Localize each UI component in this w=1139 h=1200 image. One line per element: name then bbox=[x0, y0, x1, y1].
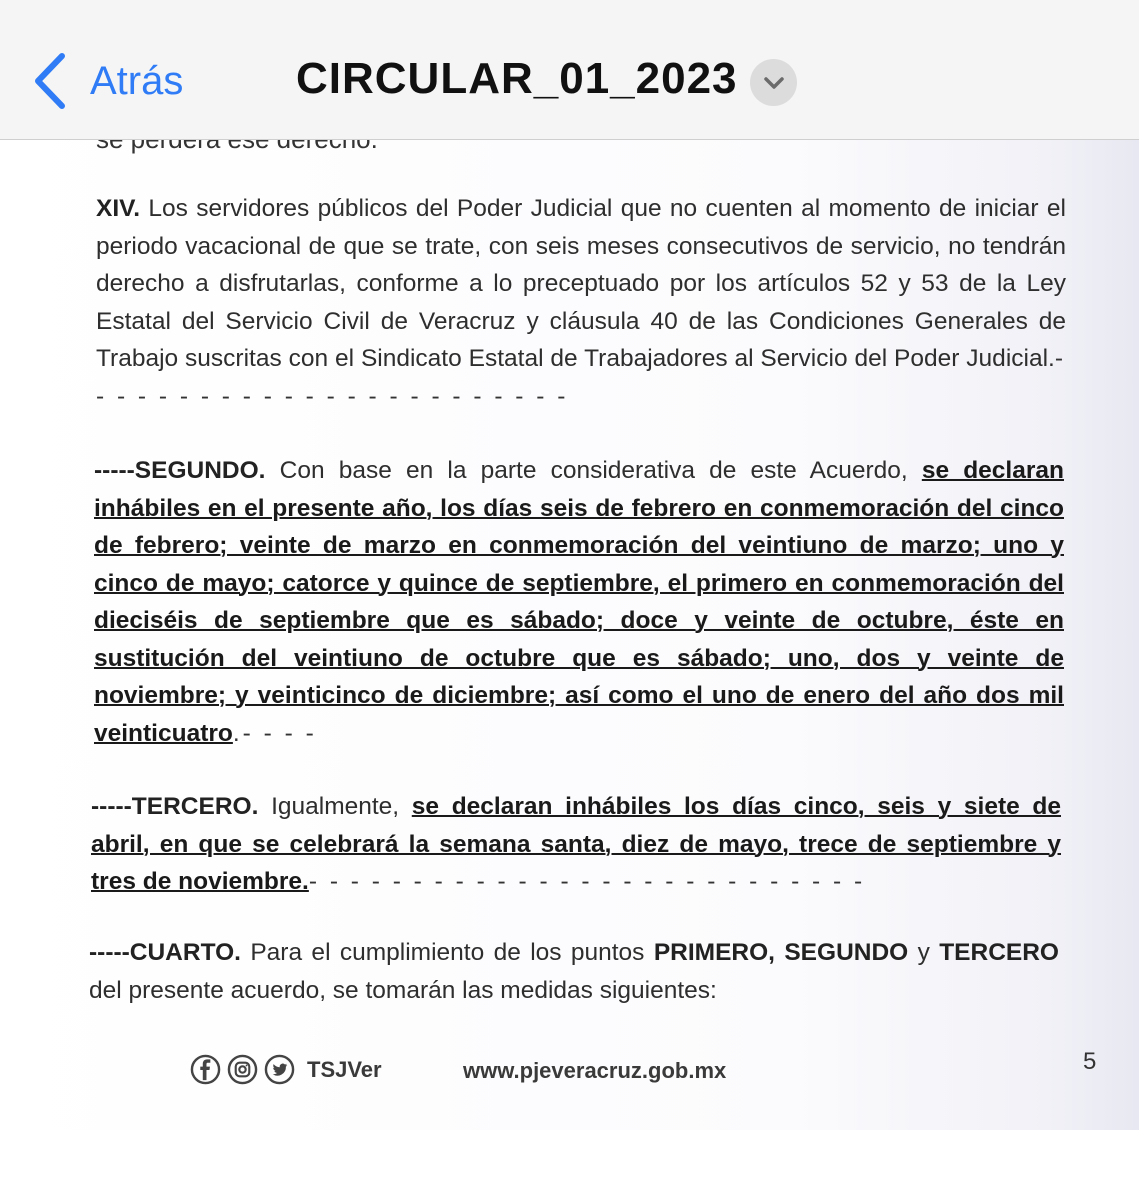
footer-social bbox=[190, 1054, 382, 1085]
paragraph-cuarto-text-a: Para el cumplimiento de los puntos bbox=[240, 939, 654, 966]
paragraph-cuarto-bold-b: TERCERO bbox=[939, 939, 1059, 966]
page-number: 5 bbox=[1083, 1048, 1097, 1075]
footer-website: www.pjeveracruz.gob.mx bbox=[463, 1058, 727, 1083]
paragraph-xiv-text: Los servidores públicos del Poder Judicial que no cuenten al momento de iniciar el periodo vacacional de que se trate, con seis meses consecutivos de servicio, no tendrán derecho a disfrutarlas, conforme a lo preceptuado por los artículos 52 y 53 de la Ley Estatal del Servicio Civil de Veracruz y cláusula 40 de las Condiciones Generales de Trabajo suscritas con el Sindicato Estatal de Trabajadores al Servicio del Poder Judicial. bbox=[96, 195, 1066, 372]
twitter-icon bbox=[264, 1054, 295, 1085]
paragraph-xiv-dashes: - - - - - - - - - - - - - - - - - - - - - - - - bbox=[96, 345, 1066, 410]
back-button-label: Atrás bbox=[90, 58, 184, 103]
paragraph-segundo bbox=[94, 452, 1064, 752]
paragraph-segundo-underlined: se declaran inhábiles en el presente año, los días seis de febrero en conmemoración del cinco de febrero; veinte de marzo en conmemoración del veintiuno de marzo; uno y cinco de mayo; catorce y quince de septiembre, el primero en conmemoración del dieciséis de septiembre que es sábado; doce y veinte de octubre, éste en sustitución del veintiuno de octubre que es sábado; uno, dos y veinte de noviembre; y veinticinco de diciembre; así como el uno de enero del año dos mil veinticuatro bbox=[94, 457, 1064, 747]
title-menu-button[interactable] bbox=[750, 59, 797, 106]
paragraph-tercero-label: -----TERCERO. bbox=[91, 793, 259, 820]
paragraph-cuarto-text-c: del presente acuerdo, se tomarán las medidas siguientes: bbox=[89, 976, 717, 1004]
paragraph-cuarto bbox=[89, 934, 1059, 1009]
paragraph-xiv bbox=[96, 190, 1066, 415]
paragraph-segundo-dashes: .- - - - bbox=[232, 719, 317, 747]
paragraph-xiv-label: XIV. bbox=[96, 195, 141, 222]
paragraph-tercero bbox=[91, 788, 1061, 901]
social-handle: TSJVer bbox=[307, 1056, 382, 1082]
paragraph-segundo-label: -----SEGUNDO. bbox=[94, 457, 266, 484]
paragraph-cuarto-label: -----CUARTO. bbox=[89, 939, 241, 966]
top-navigation-bar bbox=[0, 0, 1139, 140]
facebook-icon bbox=[190, 1054, 221, 1085]
document-page bbox=[0, 140, 1139, 1200]
paragraph-segundo-intro: Con base en la parte considerativa de este Acuerdo, bbox=[265, 457, 922, 484]
paragraph-tercero-underlined: se declaran inhábiles los días cinco, seis y siete de abril, en que se celebrará la semana santa, diez de mayo, trece de septiembre y tres de noviembre. bbox=[91, 793, 1061, 895]
document-title[interactable]: CIRCULAR_01_2023 bbox=[296, 54, 738, 103]
paragraph-cuarto-text-b: y bbox=[908, 939, 940, 966]
paragraph-tercero-dashes: - - - - - - - - - - - - - - - - - - - - - - - - - - - bbox=[308, 868, 866, 895]
paragraph-tercero-intro: Igualmente, bbox=[258, 793, 412, 820]
instagram-icon bbox=[227, 1054, 258, 1085]
back-button[interactable] bbox=[30, 50, 183, 112]
chevron-left-icon bbox=[30, 52, 70, 110]
paragraph-cuarto-bold-a: PRIMERO, SEGUNDO bbox=[653, 939, 909, 966]
chevron-down-icon bbox=[763, 76, 785, 90]
